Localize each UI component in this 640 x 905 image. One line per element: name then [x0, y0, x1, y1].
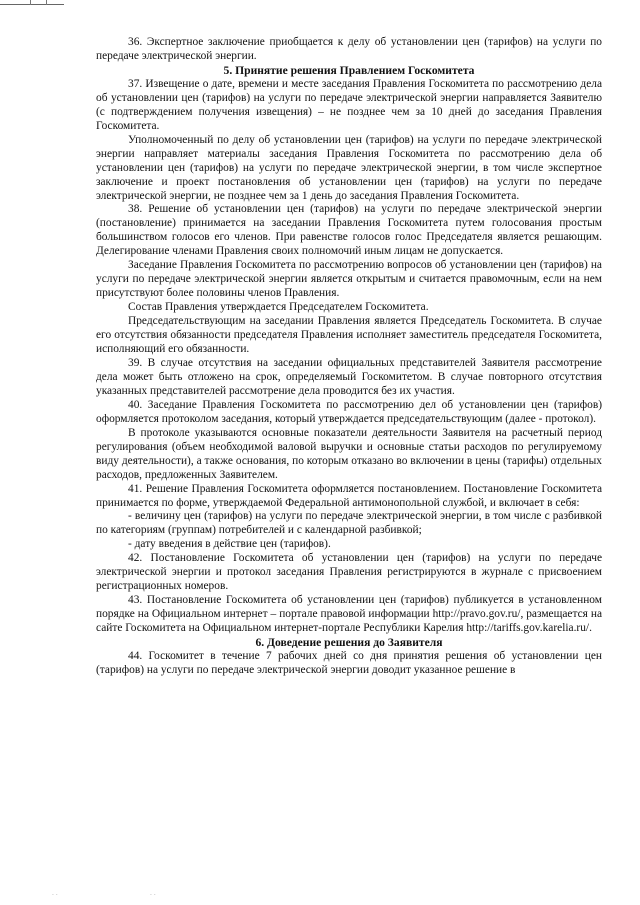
paragraph-36: 36. Экспертное заключение приобщается к делу об установлении цен (тарифов) на услуги по передаче электрической энергии. [96, 36, 602, 62]
list-item: - величину цен (тарифов) на услуги по передаче электрической энергии, в том числе с разбивкой по категориям (группам) потребителей и с календарной разбивкой; [96, 510, 602, 537]
list-item: - дату введения в действие цен (тарифов). [128, 538, 331, 551]
paragraph-38-chair: Председательствующим на заседании Правления является Председатель Госкомитета. В случае его отсутствия обязанности председателя Правления исполняет заместитель председателя Госкомитета, исполняющий его обязанности. [96, 315, 602, 356]
paragraph-38: 38. Решение об установлении цен (тарифов) на услуги по передаче электрической энергии (постановление) принимается на заседании Правления Госкомитета путем голосования простым большинством голосов его членов. При равенстве голосов голос Председателя является решающим. Делегирование членами Правления своих полномочий иным лицам не допускается. [96, 203, 602, 258]
scan-mark: · · [52, 892, 58, 899]
paragraph-37-cont: Уполномоченный по делу об установлении цен (тарифов) на услуги по передаче электрической энергии направляет материалы заседания Правления Госкомитета по рассмотрению дела об установлении цен (тарифов) на услуги по передаче электрической энергии, в том числе экспертное заключение и проект постановления об установлении цен (тарифов) на услуги по передаче электрической энергии, не позднее чем за 1 день до заседания Правления Госкомитета. [96, 133, 602, 202]
paragraph-40: 40. Заседание Правления Госкомитета по рассмотрению дел об установлении цен (тарифов) оформляется протоколом заседания, который утверждается председательствующим (далее - протокол). [96, 398, 602, 425]
top-rule [0, 0, 64, 5]
paragraph-38-meeting: Заседание Правления Госкомитета по рассмотрению вопросов об установлении цен (тарифов) на услуги по передаче электрической энергии является открытым и считается правомочным, если на нем присутствуют более половины членов Правления. [96, 259, 602, 300]
paragraph-40-protocol: В протоколе указываются основные показатели деятельности Заявителя на расчетный период регулирования (объем необходимой валовой выручки и основные статьи расходов по регулируемому виду деятельности), а также основания, по которым отказано во включении в цены (тарифы) отдельных расходов, предложенных Заявителем. [96, 426, 602, 481]
section-5-heading: 5. Принятие решения Правлением Госкомитета [223, 63, 475, 77]
paragraph-43: 43. Постановление Госкомитета об установлении цен (тарифов) публикуется в установленном порядке на Официальном интернет – портале правовой информации http://pravo.gov.ru/, размещается на сайте Госкомитета на Официальном интернет-портале Республики Карелия http://tariffs.gov.karelia.ru/. [96, 594, 602, 635]
paragraph-44: 44. Госкомитет в течение 7 рабочих дней со дня принятия решения об установлении цен (тарифов) на услуги по передаче электрической энергии доводит указанное решение в [96, 650, 602, 676]
document-page [96, 36, 602, 896]
paragraph-37: 37. Извещение о дате, времени и месте заседания Правления Госкомитета по рассмотрению дела об установлении цен (тарифов) на услуги по передаче электрической энергии направляется Заявителю (с подтверждением получения извещения) – не позднее чем за 10 дней до заседания Правления Госкомитета. [96, 77, 602, 132]
paragraph-38-composition: Состав Правления утверждается Председателем Госкомитета. [128, 301, 429, 314]
paragraph-42: 42. Постановление Госкомитета об установлении цен (тарифов) на услуги по передаче электрической энергии и протокол заседания Правления регистрируются в журнале с присвоением регистрационных номеров. [96, 552, 602, 593]
section-6-heading: 6. Доведение решения до Заявителя [255, 636, 443, 650]
paragraph-39: 39. В случае отсутствия на заседании официальных представителей Заявителя рассмотрение дела может быть отложено на срок, определяемый Госкомитетом. В случае повторного отсутствия указанных представителей рассмотрение дела проводится без их участия. [96, 356, 602, 397]
scan-mark: · · [150, 892, 156, 899]
paragraph-41: 41. Решение Правления Госкомитета оформляется постановлением. Постановление Госкомитета принимается по форме, утверждаемой Федеральной антимонопольной службой, и включает в себя: [96, 482, 602, 509]
top-rule-tick [30, 0, 31, 5]
top-rule-tick [46, 0, 47, 5]
